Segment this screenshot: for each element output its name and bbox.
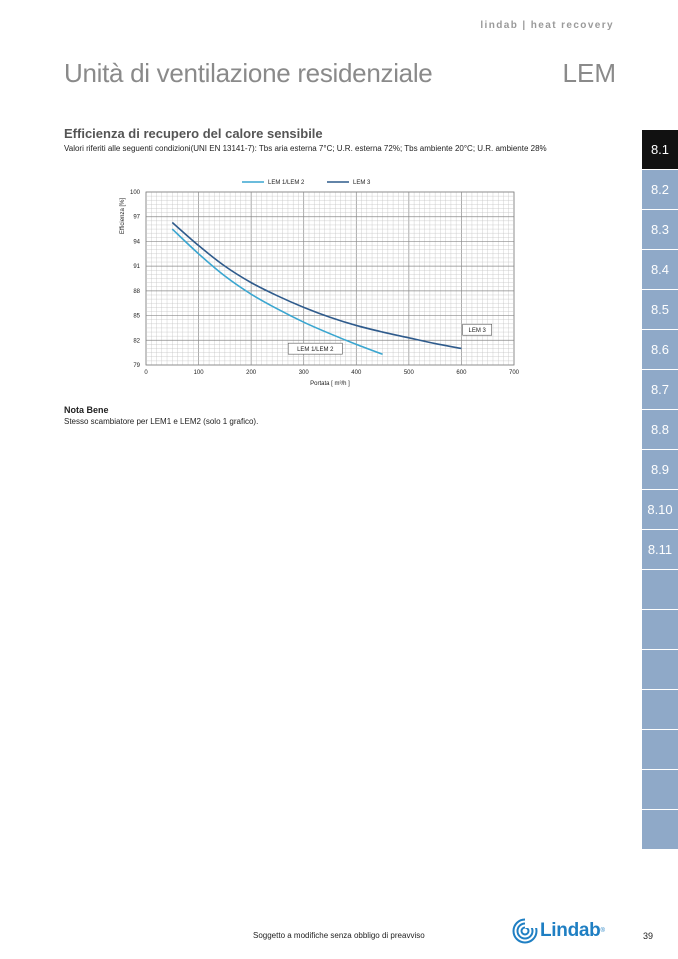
- product-code: LEM: [562, 58, 616, 88]
- x-tick-label: 600: [456, 370, 467, 376]
- chapter-tab[interactable]: [642, 650, 678, 690]
- y-axis-label: Efficienza [%]: [120, 197, 126, 235]
- footer-disclaimer: Soggetto a modifiche senza obbligo di preavviso: [253, 931, 425, 940]
- chapter-tabs[interactable]: [642, 130, 678, 850]
- chapter-tab[interactable]: 8.8: [642, 410, 678, 450]
- chapter-tab[interactable]: [642, 690, 678, 730]
- section-title: Efficienza di recupero del calore sensibile: [64, 126, 323, 141]
- logo-registered-mark: ®: [600, 928, 605, 934]
- chapter-tab[interactable]: 8.6: [642, 330, 678, 370]
- brand-header: lindab | heat recovery: [480, 20, 614, 31]
- chapter-tab[interactable]: [642, 730, 678, 770]
- y-tick-label: 85: [133, 313, 140, 320]
- note-title: Nota Bene: [64, 405, 109, 415]
- chapter-tab[interactable]: 8.10: [642, 490, 678, 530]
- efficiency-chart: [112, 172, 532, 392]
- chapter-tab[interactable]: [642, 570, 678, 610]
- efficiency-chart-svg: [112, 172, 532, 392]
- page-title: Unità di ventilazione residenziale: [64, 58, 433, 88]
- x-axis-label: Portata [ m³/h ]: [310, 381, 350, 387]
- lindab-logo-icon: [512, 918, 538, 944]
- x-tick-label: 300: [298, 370, 309, 376]
- y-tick-label: 88: [133, 288, 140, 295]
- logo-text: Lindab: [540, 920, 601, 941]
- chapter-tab[interactable]: 8.5: [642, 290, 678, 330]
- chapter-tab[interactable]: 8.7: [642, 370, 678, 410]
- legend-label: LEM 3: [353, 180, 371, 186]
- x-tick-label: 100: [193, 370, 204, 376]
- annotation-label: LEM 1/LEM 2: [297, 347, 334, 354]
- legend-label: LEM 1/LEM 2: [268, 180, 305, 186]
- x-tick-label: 400: [351, 370, 362, 376]
- x-tick-label: 0: [144, 370, 148, 376]
- chapter-tab[interactable]: 8.2: [642, 170, 678, 210]
- chapter-tab[interactable]: [642, 810, 678, 850]
- chapter-tab[interactable]: 8.3: [642, 210, 678, 250]
- lindab-logo: [512, 918, 605, 944]
- x-tick-label: 200: [246, 370, 257, 376]
- x-tick-label: 700: [508, 370, 520, 376]
- y-tick-label: 100: [129, 190, 140, 196]
- chapter-tab[interactable]: 8.1: [642, 130, 678, 170]
- chapter-tab[interactable]: [642, 770, 678, 810]
- page-number: 39: [643, 931, 654, 941]
- y-tick-label: 91: [133, 264, 140, 271]
- x-tick-label: 500: [403, 370, 414, 376]
- annotation-label: LEM 3: [468, 328, 486, 335]
- y-tick-label: 82: [133, 338, 140, 345]
- test-conditions: Valori riferiti alle seguenti condizioni(UNI EN 13141-7): Tbs aria esterna 7°C; U.R. esterna 72%; Tbs ambiente 20°C; U.R. ambiente 28%: [64, 144, 547, 153]
- y-tick-label: 79: [133, 363, 140, 369]
- chapter-tab[interactable]: [642, 610, 678, 650]
- note-text: Stesso scambiatore per LEM1 e LEM2 (solo 1 grafico).: [64, 417, 259, 426]
- chapter-tab[interactable]: 8.4: [642, 250, 678, 290]
- chapter-tab[interactable]: 8.11: [642, 530, 678, 570]
- y-tick-label: 97: [133, 214, 140, 221]
- chapter-tab[interactable]: 8.9: [642, 450, 678, 490]
- y-tick-label: 94: [133, 239, 140, 246]
